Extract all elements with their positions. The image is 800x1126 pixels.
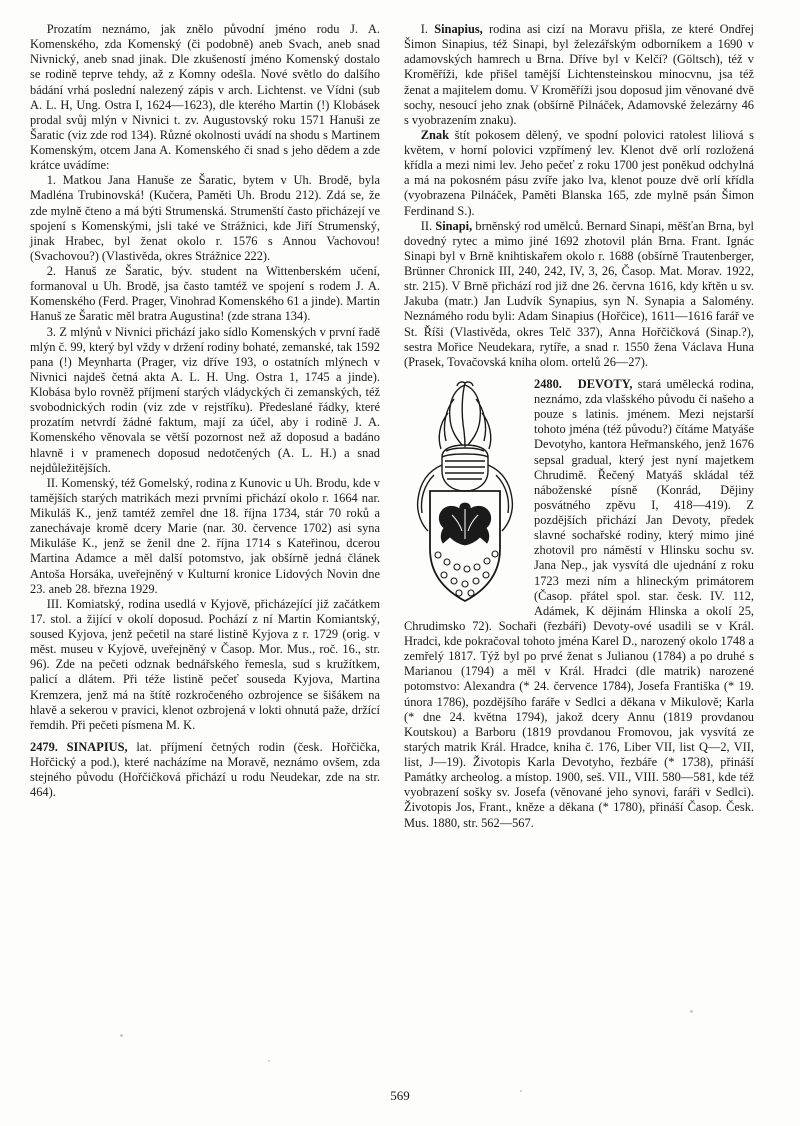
entry-2479-text: lat. příjmení četných rodin (česk. Hořčička, Hořčický a pod.), které nacházíme na Moravě, neznámo ovšem, zda stejného původu (Hořčičková přichází u rodu Neudekar, zde na str. 464).	[30, 739, 380, 800]
paragraph-znak	[404, 128, 754, 219]
paragraph-item-2: 2. Hanuš ze Šaratic, býv. student na Wittenberském učení, formanoval u Uh. Brodě, jsa často tamtéž ve spojení s rodem J. A. Komenského (Ferd. Prager, Vinohrad Komenského 61 a jinde). Martin Hanuš ze Šaratic měl bratra Augustina! (zde strana 134).	[30, 264, 380, 324]
entry-sinapi-II-headword: Sinapi,	[435, 218, 473, 233]
paper-speck	[690, 1010, 693, 1013]
right-column	[404, 22, 754, 831]
entry-2479-headword: SINAPIUS,	[66, 739, 128, 754]
entry-2480-number: 2480.	[534, 376, 562, 391]
entry-sinapius-I	[404, 22, 754, 128]
paragraph-komiatsky-III: III. Komiatský, rodina usedlá v Kyjově, přicházející již začátkem 17. stol. a žijící v okolí doposud. Pochází z ní Martin Komiantský, soused Kyjova, jenž pečetil na staré listině Kyjova z r. 1729 (orig. v měst. museu v Kyjově, uveřejněný v Časop. Mor. Mus., roč. 16., str. 96). Zde na pečeti odznak bednářského řemesla, sud s kružítkem, palicí a dlátem. Při téže listině pečeť souseda Kyjova, Martina Kremzera, jenž má na štítě rozkročeného ozbrojence se šišákem na hlavě a sekerou v pravici, klenot ozbrojená v lokti ohnutá paže, držící řemdih. Při pečeti písmena M. K.	[30, 596, 380, 732]
znak-text: štít pokosem dělený, ve spodní polovici ratolest liliová s květem, v horní polovici vzpřímený lev. Klenot dvě orlí rozložená křídla a mezi nimi lev. Jeho pečeť z roku 1700 jest poněkud odchylná a má na pokosném pásu zvíře jako lva, klenot pouze dvě orlí křídla (vyobrazena Pilnáček, Paměti Blanska 165, zde mylně psán Šimon Ferdinand S.).	[404, 127, 754, 218]
entry-sinapius-I-headword: Sinapius,	[434, 22, 483, 36]
paragraph-intro: Prozatím neznámo, jak znělo původní jméno rodu J. A. Komenského, zda Komenský (či podobně) aneb Svach, aneb snad Nivnický, aneb snad jinak. Dle zkušeností jméno Komenský dostalo se rodině teprve tehdy, až z Komny odešla. Nové světlo do dalšího bádání vrhá poslední nalezený zápis v arch. Lichtenst. ve Vídni (sub A. L. H, Ung. Ostra I, 1624—1623), dle kterého Martin (!) Klobásek prodal svůj mlýn v Nivnici t. zv. Augustovský roku 1571 Hanuši ze Šaratic (viz zde rod 134). Různé okolnosti uvádí na shodu s Martinem Komenským, otcem Jana A. Komenského či snad s jeho dědem a zde krátce uvádíme:	[30, 22, 380, 173]
entry-2480-block	[404, 377, 754, 831]
entry-sinapi-II	[404, 219, 754, 370]
paper-speck	[268, 1060, 270, 1062]
entry-sinapi-II-marker: II.	[420, 218, 433, 233]
paragraph-komensky-II: II. Komenský, též Gomelský, rodina z Kunovic u Uh. Brodu, kde v tamějších starých matrikách mezi prvními přichází okolo r. 1664 nar. Mikuláš K., jenž tamtéž zemřel dne 18. října 1734, stár 70 roků a zanechávaje kromě dcery Marie (nar. 30. července 1702) asi syna Mikuláše K., jenž se ženil dne 2. října 1714 s Kateřinou, dcerou Martina Adamce a měl další potomstvo, jak obšírně jedná článek Antoša Horsáka, uveřejněný v Kulturní kronice Lidových Novin dne 23. aneb 28. března 1929.	[30, 475, 380, 596]
coat-of-arms-devoty-icon	[404, 379, 526, 611]
page-number: 569	[390, 1088, 410, 1103]
entry-sinapius-I-marker: I.	[420, 22, 428, 36]
left-column	[30, 22, 380, 800]
coat-of-arms-figure	[404, 379, 526, 615]
entry-2479-number: 2479.	[30, 739, 58, 754]
spacer-2	[404, 370, 754, 377]
entry-sinapi-II-text: brněnský rod umělců. Bernard Sinapi, měšťan Brna, byl dovedný rytec a mimo jiné 1692 zhotovil plán Brna. Frant. Ignác Sinapi byl v Brně knihtiskařem okolo r. 1688 (obšírně Trautenberger, Brünner Chronick III, 240, 242, IV, 3, 26, Časop. Mat. Morav. 1922, str. 215). V Brně přichází rod již dne 26. června 1616, kdy křtěn u sv. Jakuba (matr.) Jan Ludvík Synapius, syn N. Synapia a Salomény. Neznámého rodu byli: Adam Sinapius (Hořčice), 1611—1616 farář ve St. Říši (Vlastivěda, okres Telč 337), Anna Hořčičková (Sinap.?), sestra Mořice Neudekara, rytíře, a snad r. 1550 žena Václava Huna (Prasek, Tovačovská kniha olom. ortelů 26—27).	[404, 218, 754, 369]
paper-speck	[520, 1090, 522, 1092]
entry-sinapius-I-text: rodina asi cizí na Moravu přišla, ze které Ondřej Šimon Sinapius, též Sinapi, byl železářským odborníkem a 1690 v adamovských hamrech u Brna. Dříve byl v Kelčí? (Göltsch), též v Kroměříži, kde přišel tamější Lichtensteinskou minocvnu, jsa též ženat a majitelem domu. V Kroměříži jsou doposud jim věnované dvě sochy, nesoucí jeho znak (obšírně Pilnáček, Adamovské železárny 46 s vyobrazením znaku).	[404, 22, 754, 127]
paragraph-item-1: 1. Matkou Jana Hanuše ze Šaratic, bytem v Uh. Brodě, byla Madléna Trubinovská! (Kučera, Paměti Uh. Brodu 212). Zdá se, že zde mylně čteno a má býti Strumenská. Strumenští často přicházejí ve spojení s Komenskými, jsli také ve Strážnici, kde Jiří Strumenský, jinak Hrabec, byl ženat okolo r. 1576 s Annou Vachovou! (Svachovou?) (Vlastivěda, okres Strážnice 222).	[30, 173, 380, 263]
spacer	[30, 733, 380, 740]
entry-2480-headword: DEVOTY,	[577, 376, 633, 391]
znak-lead: Znak	[420, 127, 449, 142]
entry-2479	[30, 740, 380, 801]
paper-speck	[120, 1034, 123, 1037]
paragraph-item-3: 3. Z mlýnů v Nivnici přichází jako sídlo Komenských v první řadě mlýn č. 99, který byl vždy v držení rodiny bohaté, zemanské, tak 1592 pana (!) Meynharta (Prager, viz dříve 193, o ostatních mlýnech v Nivnici najdeš četná akta A. L. H. Ung. Ostra 1, 1745 a jinde). Klobása bylo rovněž příjmení starých vládyckých či zemanských, též svobodnických rodin (viz zde v rejstříku). Předeslané řádky, které prozatím netvrdí žádné faktum, mají za účel, aby i rodině J. A. Komenského věnovala se větší pozornost než až doposud a badáno hlavně i v pramenech doposud nedotčených (A. L. H.) a snad nejdůležitějších.	[30, 324, 380, 475]
entry-2480-text: stará umělecká rodina, neznámo, zda vlašského původu či našeho a pouze s latinis. jménem. Mezi nejstarší tohoto jména (též původu?) čítáme Matyáše Devotyho, kantora Heřmanského, jenž 1676 sepsal gradual, který jest nyní majetkem Chrudimě. Řečený Matyáš skládal též náboženské písně (Konrád, Dějiny posvátného zpěvu I, 418—419). Z pozdějších přichází Jan Devoty, předek slavné sochařské rodiny, který mimo jiné zhotovil pro náměstí v Hlinsku sochu sv. Jana Nep., jak vysvítá dle ujednání z roku 1723 mezi ním a hlineckým primátorem (Časop. přátel spol. star. česk. IV. 112, Adámek, K dějinám Hlinska a okolí 25, Chrudimsko 72). Sochaři (řezbáři) Devoty-ové usadili se v Král. Hradci, kde pokračoval tohoto jména Karel D., narozený okolo 1748 a zemřelý 1817. Týž byl po prvé ženat s Julianou (1784) a po druhé s Marianou (1794) a měl v Král. Hradci (dle matrik) narozené potomstvo: Alexandra (* 24. července 1784), Josefa Františka (* 19. února 1786), pozdějšího faráře v Sedlci a děkana v Mikulově; Karla (* dne 24. května 1794), jakož dcery Annu (1819 provdanou Koutskou) a Barboru (1819 provdanou Fromovou, jak vysvítá ze starých matrik Král. Hradce, kniha č. 176, Liber VII, list Q—2, VII, list, J—19). Životopis Karla Devotyho, řezbáře (* 1738), přináší Památky archeolog. a místop. 1900, seš. VII., VIII. 580—581, kde též vyobrazení sošky sv. Josefa (věnované jeho synovi, faráři v Sedlci). Životopis Jos, Frant., kněze a děkana (* 1780), přináší Časop. Česk. Mus. 1880, str. 562—567.	[404, 376, 754, 830]
two-column-layout	[30, 22, 770, 831]
